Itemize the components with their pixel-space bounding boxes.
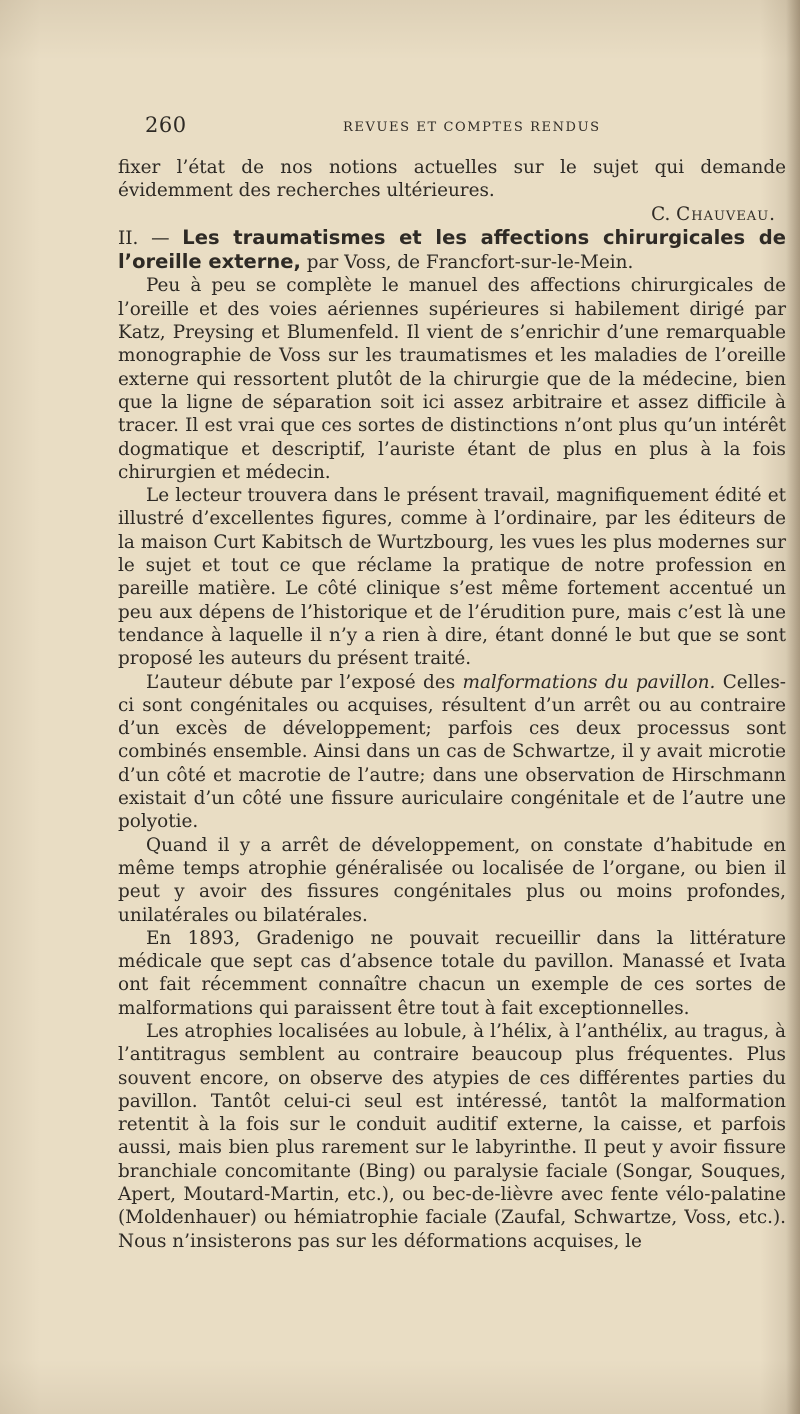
paragraph-4: Quand il y a arrêt de développement, on constate d’habitude en même temps atrophie généralisée ou localisée de l’organe, ou bien il peut y avoir des fissures congénitales plus ou moins profondes, unilatérales ou bilatérales.	[118, 834, 786, 926]
signature-initial: C.	[651, 203, 677, 225]
running-head: REVUES ET COMPTES RENDUS	[343, 120, 601, 135]
paragraph-1: Peu à peu se complète le manuel des affections chirurgicales de l’oreille et des voies aériennes supérieures si habilement dirigé par Katz, Preysing et Blumenfeld. Il vient de s’enrichir d’une remarquable monographie de Voss sur les traumatismes et les maladies de l’oreille externe qui ressortent plutôt de la chirurgie que de la médecine, bien que la ligne de séparation soit ici assez arbitraire et assez difficile à tracer. Il est vrai que ces sortes de distinctions n’ont plus qu’un intérêt dogmatique et descriptif, l’auriste étant de plus en plus à la fois chirurgien et médecin.	[118, 275, 786, 483]
paragraph-3-start: L’auteur débute par l’exposé des	[146, 671, 463, 693]
paragraph-3-emphasis: malformations du pavillon.	[462, 671, 716, 693]
section-heading	[118, 226, 786, 275]
intro-paragraph: fixer l’état de nos notions actuelles sur le sujet qui demande évidemment des recherches ultérieures.	[118, 157, 786, 202]
paragraph-2: Le lecteur trouvera dans le présent travail, magnifiquement édité et illustré d’excellentes figures, comme à l’ordinaire, par les éditeurs de la maison Curt Kabitsch de Wurtzbourg, les vues les plus modernes sur le sujet et tout ce que réclame la pratique de notre profession en pareille matière. Le côté clinique s’est même fortement accentué un peu aux dépens de l’historique et de l’érudition pure, mais c’est là une tendance à laquelle il n’y a rien à dire, étant donné le but que se sont proposé les auteurs du présent traité.	[118, 485, 786, 670]
page-header	[145, 113, 785, 143]
section-title: Les traumatismes et les affections chirurgicales de l’oreille externe,	[118, 225, 786, 274]
section-byline: par Voss, de Francfort-sur-le-Mein.	[300, 252, 634, 274]
paragraph-3-rest: Celles-ci sont congénitales ou acquises, résultent d’un arrêt ou au contraire d’un excès de développement; parfois ces deux processus sont combinés ensemble. Ainsi dans un cas de Schwartze, il y avait microtie d’un côté et macrotie de l’autre; dans une observation de Hirschmann existait d’un côté une fissure auriculaire congénitale et de l’autre une polyotie.	[118, 671, 786, 833]
signature-name: Chauveau.	[676, 203, 776, 225]
page-fold-shadow	[786, 0, 800, 1414]
paragraph-3	[118, 671, 786, 834]
page-number: 260	[145, 113, 187, 137]
signature	[118, 203, 786, 226]
body-text	[118, 156, 786, 1253]
paragraph-6: Les atrophies localisées au lobule, à l’hélix, à l’anthélix, au tragus, à l’antitragus semblent au contraire beaucoup plus fréquentes. Plus souvent encore, on observe des atypies de ces différentes parties du pavillon. Tantôt celui-ci seul est intéressé, tantôt la malformation retentit à la fois sur le conduit auditif externe, la caisse, et parfois aussi, mais bien plus rarement sur le labyrinthe. Il peut y avoir fissure branchiale concomitante (Bing) ou paralysie faciale (Songar, Souques, Apert, Moutard-Martin, etc.), ou bec-de-lièvre avec fente vélo-palatine (Moldenhauer) ou hémiatrophie faciale (Zaufal, Schwartze, Voss, etc.). Nous n’insisterons pas sur les déformations acquises, le	[118, 1020, 786, 1252]
paragraph-5: En 1893, Gradenigo ne pouvait recueillir dans la littérature médicale que sept cas d’absence totale du pavillon. Manassé et Ivata ont fait récemment connaître chacun un exemple de ces sortes de malformations qui paraissent être tout à fait exceptionnelles.	[118, 927, 786, 1019]
section-number: II. —	[118, 227, 183, 249]
